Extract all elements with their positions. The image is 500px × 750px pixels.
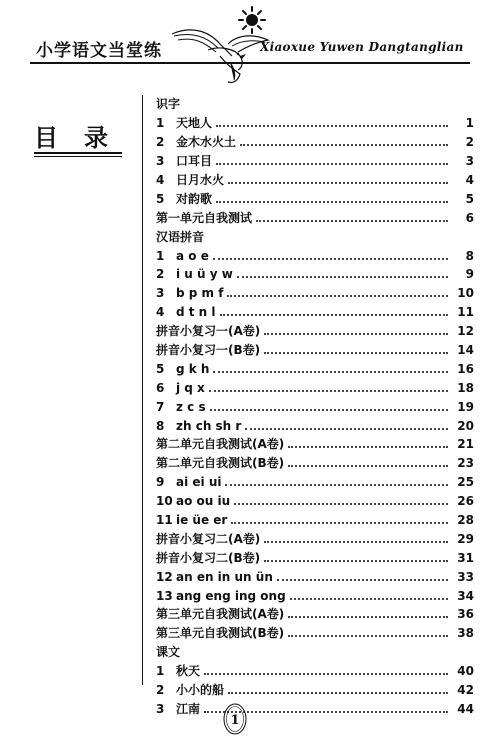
toc-entry xyxy=(156,152,474,171)
toc-entry xyxy=(156,567,474,586)
toc-entry-page: 34 xyxy=(457,588,474,603)
toc-entry-title: d t n l xyxy=(176,305,216,320)
toc-entry-title: 秋天 xyxy=(176,664,201,679)
toc-entry xyxy=(156,435,474,454)
toc-entry xyxy=(156,681,474,700)
toc-entry xyxy=(156,511,474,530)
toc-entry-title: 第一单元自我测试 xyxy=(156,210,253,225)
toc-entry xyxy=(156,529,474,548)
toc-entry-page: 20 xyxy=(457,418,474,433)
toc-entry-title: 天地人 xyxy=(176,116,213,131)
dot-leader xyxy=(237,276,448,278)
toc-entry-number: 3 xyxy=(156,154,165,169)
toc-entry-title: ai ei ui xyxy=(176,475,222,490)
toc-entry-page: 25 xyxy=(457,475,474,490)
toc-entry xyxy=(156,208,474,227)
dot-leader xyxy=(228,182,448,184)
toc-entry-page: 38 xyxy=(457,626,474,641)
toc-entry-page: 8 xyxy=(465,248,474,263)
page-header xyxy=(0,0,500,90)
toc-entry-number: 9 xyxy=(156,475,165,490)
toc-entry-page: 40 xyxy=(457,664,474,679)
toc-entry-title: z c s xyxy=(176,399,206,414)
toc-entry-number: 4 xyxy=(156,173,165,187)
toc-entry-number: 2 xyxy=(156,135,165,150)
dot-leader xyxy=(228,692,448,694)
page-number-badge xyxy=(222,702,248,736)
toc-entry-page: 44 xyxy=(457,701,474,716)
dot-leader xyxy=(209,390,448,392)
toc-section-title: 识字 xyxy=(156,97,181,112)
toc-entry xyxy=(156,586,474,605)
dot-leader xyxy=(288,635,448,637)
toc-entry xyxy=(156,359,474,378)
dot-leader xyxy=(216,125,448,127)
dot-leader xyxy=(288,465,448,467)
toc-entry-page: 18 xyxy=(457,380,474,395)
toc-entry-page: 28 xyxy=(457,513,474,528)
toc-entry-page: 33 xyxy=(457,569,474,584)
toc-section xyxy=(156,95,474,114)
toc-entry-title: 小小的船 xyxy=(176,683,225,698)
dot-leader xyxy=(256,220,448,222)
toc-entry-page: 10 xyxy=(457,286,474,301)
toc-entry-page: 12 xyxy=(457,324,474,339)
toc-entry-title: 第二单元自我测试(A卷) xyxy=(156,437,285,452)
toc-entry xyxy=(156,284,474,303)
dot-leader xyxy=(264,560,448,562)
toc-entry-page: 36 xyxy=(457,607,474,622)
dot-leader xyxy=(290,598,448,600)
toc-entry-title: 金木水火土 xyxy=(176,135,237,150)
toc-entry xyxy=(156,662,474,681)
toc-entry-title: 拼音小复习二(B卷) xyxy=(156,550,261,565)
dot-leader xyxy=(288,446,448,448)
page-number-ornament-icon xyxy=(222,702,248,736)
toc-entry-title: j q x xyxy=(176,380,205,395)
toc-entry-title: 拼音小复习一(B卷) xyxy=(156,343,261,358)
dot-leader xyxy=(204,673,448,675)
toc-entry xyxy=(156,605,474,624)
toc-entry-title: 日月水火 xyxy=(176,173,225,187)
toc-entry-page: 4 xyxy=(465,173,474,187)
toc-entry-page: 19 xyxy=(457,399,474,414)
toc-entry-title: 拼音小复习一(A卷) xyxy=(156,324,261,339)
dot-leader xyxy=(227,295,448,297)
toc-entry-title: i u ü y w xyxy=(176,267,233,282)
toc-entry-number: 2 xyxy=(156,267,165,282)
toc-entry-number: 4 xyxy=(156,305,165,320)
toc-entry-page: 3 xyxy=(465,154,474,169)
toc-section xyxy=(156,643,474,662)
toc-entry-title: 第二单元自我测试(B卷) xyxy=(156,456,285,471)
dot-leader xyxy=(234,503,448,505)
toc-entry xyxy=(156,133,474,152)
toc-entry xyxy=(156,416,474,435)
toc-entry-page: 31 xyxy=(457,550,474,565)
header-rule xyxy=(30,62,470,64)
toc-entry-number: 2 xyxy=(156,683,165,698)
toc-entry-number: 7 xyxy=(156,399,165,414)
toc-entry-title: g k h xyxy=(176,361,210,376)
dot-leader xyxy=(210,409,448,411)
heading-underline-thin xyxy=(34,156,122,157)
toc-section xyxy=(156,227,474,246)
dot-leader xyxy=(216,163,448,165)
dot-leader xyxy=(264,541,448,543)
toc-entry-number: 8 xyxy=(156,418,165,433)
toc-entry-number: 5 xyxy=(156,361,165,376)
toc-section-title: 课文 xyxy=(156,645,181,660)
vertical-divider xyxy=(142,95,143,685)
toc-entry-title: an en in un ün xyxy=(176,569,273,584)
toc-entry-page: 5 xyxy=(465,191,474,206)
toc-entry-number: 11 xyxy=(156,513,173,528)
toc-entry-number: 3 xyxy=(156,701,165,716)
dot-leader xyxy=(213,258,448,260)
toc-entry-title: 口耳目 xyxy=(176,154,213,169)
heading-underline xyxy=(34,152,122,154)
dot-leader xyxy=(277,579,448,581)
toc-entry-page: 21 xyxy=(457,437,474,452)
toc-entry-number: 6 xyxy=(156,380,165,395)
toc-entry xyxy=(156,624,474,643)
toc-entry-title: 拼音小复习二(A卷) xyxy=(156,531,261,546)
toc-entry-page: 11 xyxy=(457,305,474,320)
toc-entry-number: 1 xyxy=(156,116,165,131)
toc-heading: 目录 xyxy=(34,124,134,152)
toc-entry xyxy=(156,265,474,284)
dot-leader xyxy=(220,314,448,316)
toc-entry xyxy=(156,378,474,397)
toc-entry xyxy=(156,548,474,567)
toc-entry-title: ie üe er xyxy=(176,513,228,528)
toc-entry xyxy=(156,700,474,719)
toc-entry-title: 第三单元自我测试(A卷) xyxy=(156,607,285,622)
table-of-contents xyxy=(156,95,474,718)
toc-entry-page: 6 xyxy=(465,210,474,225)
toc-entry xyxy=(156,189,474,208)
toc-entry xyxy=(156,303,474,322)
toc-entry-title: 第三单元自我测试(B卷) xyxy=(156,626,285,641)
toc-entry-number: 12 xyxy=(156,569,173,584)
dot-leader xyxy=(245,428,448,430)
toc-entry-page: 2 xyxy=(465,135,474,150)
page-number: 1 xyxy=(230,713,240,728)
toc-entry xyxy=(156,322,474,341)
toc-entry-title: 对韵歌 xyxy=(176,191,213,206)
dot-leader xyxy=(240,144,448,146)
book-title: 小学语文当堂练 xyxy=(36,41,162,61)
toc-entry-page: 16 xyxy=(457,361,474,376)
toc-entry-page: 23 xyxy=(457,456,474,471)
toc-section-title: 汉语拼音 xyxy=(156,229,205,244)
toc-entry-page: 26 xyxy=(457,494,474,509)
toc-entry-page: 42 xyxy=(457,683,474,698)
toc-entry-page: 1 xyxy=(465,116,474,131)
toc-entry-title: ao ou iu xyxy=(176,494,231,509)
toc-entry-number: 1 xyxy=(156,248,165,263)
toc-entry-number: 13 xyxy=(156,588,173,603)
toc-entry xyxy=(156,341,474,360)
toc-entry xyxy=(156,171,474,190)
dot-leader xyxy=(225,484,448,486)
toc-entry xyxy=(156,492,474,511)
toc-entry-page: 14 xyxy=(457,343,474,358)
toc-entry-title: ang eng ing ong xyxy=(176,588,286,603)
toc-entry-page: 9 xyxy=(465,267,474,282)
dot-leader xyxy=(213,371,448,373)
toc-entry xyxy=(156,454,474,473)
toc-entry-page: 29 xyxy=(457,531,474,546)
toc-entry-title: b p m f xyxy=(176,286,224,301)
toc-entry xyxy=(156,246,474,265)
toc-entry-number: 1 xyxy=(156,664,165,679)
toc-entry-title: zh ch sh r xyxy=(176,418,242,433)
dot-leader xyxy=(264,352,448,354)
toc-entry xyxy=(156,114,474,133)
toc-entry-title: a o e xyxy=(176,248,209,263)
toc-entry xyxy=(156,397,474,416)
dot-leader xyxy=(216,201,448,203)
toc-entry-number: 5 xyxy=(156,191,165,206)
dot-leader xyxy=(264,333,448,335)
toc-entry xyxy=(156,473,474,492)
dot-leader xyxy=(288,616,448,618)
toc-entry-title: 江南 xyxy=(176,701,201,716)
pinyin-title: Xiaoxue Yuwen Dangtanglian xyxy=(260,40,464,54)
dot-leader xyxy=(231,522,448,524)
toc-entry-number: 10 xyxy=(156,494,173,509)
toc-entry-number: 3 xyxy=(156,286,165,301)
